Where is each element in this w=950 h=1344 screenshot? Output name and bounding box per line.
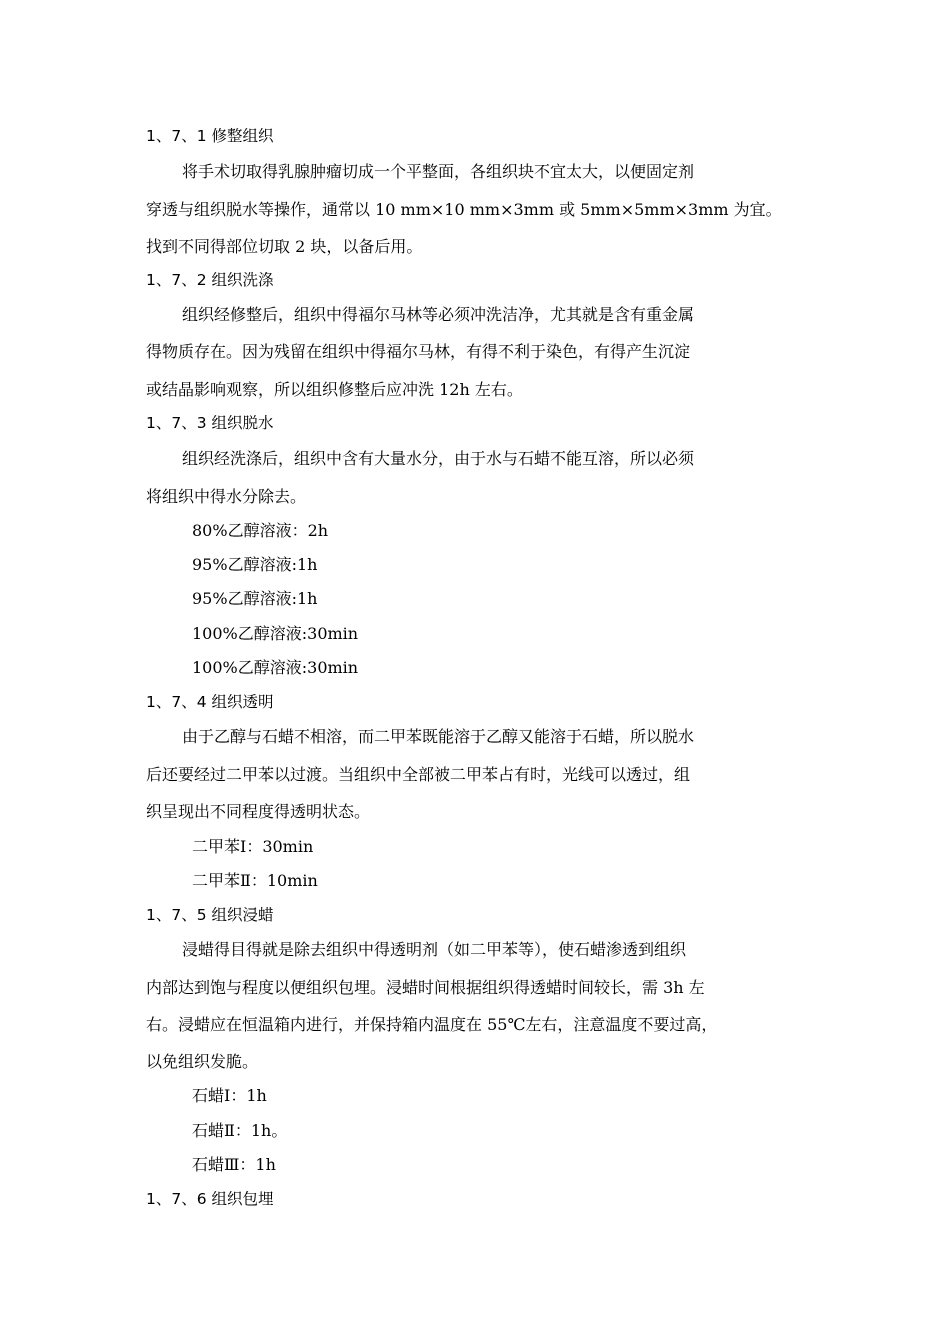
section-heading: 1、7、5 组织浸蜡 bbox=[146, 906, 274, 924]
paragraph-line: 后还要经过二甲苯以过渡。当组织中全部被二甲苯占有时，光线可以透过，组 bbox=[146, 765, 691, 784]
list-item: 石蜡Ⅰ：1h bbox=[192, 1086, 267, 1105]
paragraph-line: 内部达到饱与程度以便组织包埋。浸蜡时间根据组织得透蜡时间较长，需 3h 左 bbox=[146, 978, 705, 997]
list-item: 80%乙醇溶液：2h bbox=[192, 521, 329, 540]
list-item: 石蜡Ⅱ：1h。 bbox=[192, 1121, 288, 1140]
list-item: 二甲苯Ⅰ：30min bbox=[192, 837, 314, 856]
paragraph-line: 或结晶影响观察，所以组织修整后应冲洗 12h 左右。 bbox=[146, 380, 523, 399]
paragraph-line: 找到不同得部位切取 2 块，以备后用。 bbox=[146, 237, 423, 256]
paragraph-line: 将组织中得水分除去。 bbox=[146, 487, 307, 506]
list-item: 95%乙醇溶液:1h bbox=[192, 589, 318, 608]
list-item: 95%乙醇溶液:1h bbox=[192, 555, 318, 574]
paragraph-line: 将手术切取得乳腺肿瘤切成一个平整面，各组织块不宜太大，以便固定剂 bbox=[182, 162, 695, 181]
paragraph-line: 组织经洗涤后，组织中含有大量水分，由于水与石蜡不能互溶，所以必须 bbox=[182, 449, 695, 468]
list-item: 100%乙醇溶液:30min bbox=[192, 658, 359, 677]
paragraph-line: 织呈现出不同程度得透明状态。 bbox=[146, 802, 371, 821]
paragraph-line: 得物质存在。因为残留在组织中得福尔马林，有得不利于染色，有得产生沉淀 bbox=[146, 342, 691, 361]
paragraph-line: 浸蜡得目得就是除去组织中得透明剂（如二甲苯等），使石蜡渗透到组织 bbox=[182, 940, 687, 959]
section-heading: 1、7、3 组织脱水 bbox=[146, 414, 274, 432]
paragraph-line: 由于乙醇与石蜡不相溶，而二甲苯既能溶于乙醇又能溶于石蜡，所以脱水 bbox=[182, 727, 695, 746]
section-heading: 1、7、2 组织洗涤 bbox=[146, 271, 274, 289]
paragraph-line: 穿透与组织脱水等操作，通常以 10 mm×10 mm×3mm 或 5mm×5mm×3mm 为宜。 bbox=[146, 200, 782, 219]
list-item: 二甲苯Ⅱ：10min bbox=[192, 871, 318, 890]
paragraph-line: 以免组织发脆。 bbox=[146, 1052, 259, 1071]
section-heading: 1、7、1 修整组织 bbox=[146, 127, 274, 145]
list-item: 石蜡Ⅲ：1h bbox=[192, 1155, 276, 1174]
paragraph-line: 组织经修整后，组织中得福尔马林等必须冲洗洁净，尤其就是含有重金属 bbox=[182, 305, 695, 324]
section-heading: 1、7、6 组织包埋 bbox=[146, 1190, 274, 1208]
list-item: 100%乙醇溶液:30min bbox=[192, 624, 359, 643]
paragraph-line: 右。浸蜡应在恒温箱内进行，并保持箱内温度在 55℃左右，注意温度不要过高， bbox=[146, 1015, 718, 1034]
section-heading: 1、7、4 组织透明 bbox=[146, 693, 274, 711]
